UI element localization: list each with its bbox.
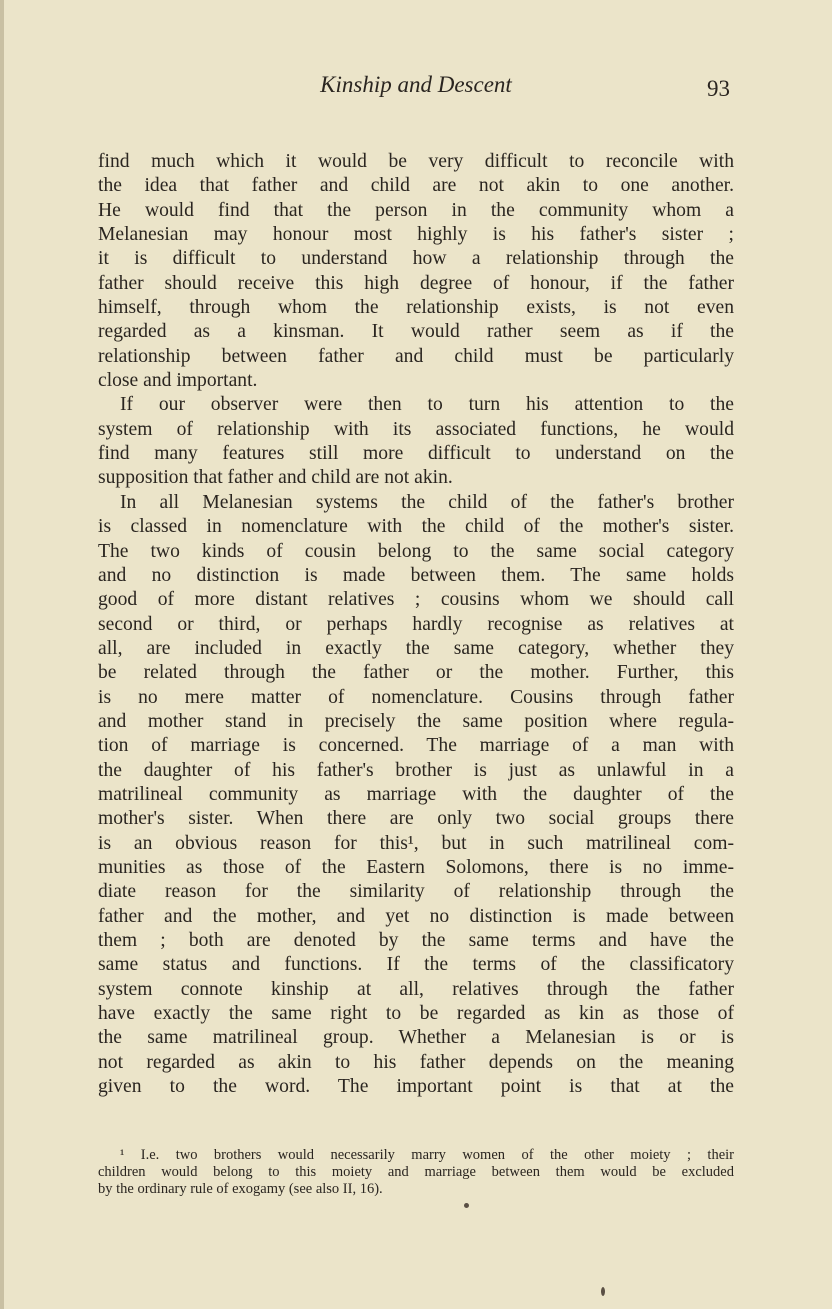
text-line: it is difficult to understand how a relationship through the <box>98 248 734 270</box>
text-line: system connote kinship at all, relatives through the father <box>98 978 734 1000</box>
page-number: 93 <box>707 76 730 101</box>
text-line: be related through the father or the mother. Further, this <box>98 662 734 684</box>
text-line: diate reason for the similarity of relationship through the <box>98 881 734 903</box>
text-line: is no mere matter of nomenclature. Cousins through father <box>98 686 734 708</box>
text-line: father should receive this high degree of honour, if the father <box>98 272 734 294</box>
text-line: find many features still more difficult to understand on the <box>98 443 734 465</box>
text-line: them ; both are denoted by the same terms and have the <box>98 930 734 951</box>
text-line: father and the mother, and yet no distinction is made between <box>98 905 734 927</box>
text-line: same status and functions. If the terms of the classificatory <box>98 954 734 976</box>
text-line: good of more distant relatives ; cousins whom we should call <box>98 589 734 611</box>
footnote-line: by the ordinary rule of exogamy (see also II, 16). <box>98 1181 383 1197</box>
text-line: is classed in nomenclature with the child of the mother's sister. <box>98 516 734 538</box>
text-line: and mother stand in precisely the same position where regula- <box>98 710 734 732</box>
text-line: find much which it would be very difficult to reconcile with <box>98 151 734 172</box>
text-line: system of relationship with its associated functions, he would <box>98 418 734 440</box>
text-line: given to the word. The important point is that at the <box>98 1076 734 1098</box>
page-header <box>98 72 734 102</box>
text-line: He would find that the person in the community whom a <box>98 199 734 221</box>
scan-edge <box>0 0 4 1309</box>
text-line: the same matrilineal group. Whether a Melanesian is or is <box>98 1027 734 1049</box>
text-line: and no distinction is made between them. The same holds <box>98 564 734 586</box>
text-line: regarded as a kinsman. It would rather seem as if the <box>98 321 734 343</box>
body-text <box>98 150 734 1099</box>
text-line: the idea that father and child are not akin to one another. <box>98 175 734 197</box>
footnote-line: ¹ I.e. two brothers would necessarily marry women of the other moiety ; their <box>120 1147 734 1163</box>
text-line: relationship between father and child must be particularly <box>98 345 734 367</box>
text-line: not regarded as akin to his father depends on the meaning <box>98 1051 734 1073</box>
text-line: matrilineal community as marriage with the daughter of the <box>98 783 734 805</box>
text-line: all, are included in exactly the same category, whether they <box>98 637 734 659</box>
text-line: munities as those of the Eastern Solomons, there is no imme- <box>98 856 734 878</box>
text-line: If our observer were then to turn his attention to the <box>120 394 734 416</box>
text-line: supposition that father and child are not akin. <box>98 467 453 489</box>
text-line: second or third, or perhaps hardly recognise as relatives at <box>98 613 734 635</box>
scan-speck <box>464 1203 469 1208</box>
footnote-line: children would belong to this moiety and marriage between them would be excluded <box>98 1164 734 1180</box>
text-line: In all Melanesian systems the child of the father's brother <box>120 491 734 513</box>
text-line: the daughter of his father's brother is just as unlawful in a <box>98 759 734 781</box>
text-line: close and important. <box>98 370 258 392</box>
running-title: Kinship and Descent <box>320 72 512 97</box>
text-line: mother's sister. When there are only two social groups there <box>98 808 734 830</box>
footnote <box>98 1147 734 1198</box>
text-line: tion of marriage is concerned. The marriage of a man with <box>98 735 734 757</box>
text-line: The two kinds of cousin belong to the same social category <box>98 540 734 562</box>
text-line: himself, through whom the relationship exists, is not even <box>98 297 734 319</box>
text-line: have exactly the same right to be regarded as kin as those of <box>98 1003 734 1025</box>
text-line: Melanesian may honour most highly is his father's sister ; <box>98 224 734 246</box>
text-line: is an obvious reason for this¹, but in such matrilineal com- <box>98 832 734 854</box>
scan-speck <box>601 1287 605 1296</box>
